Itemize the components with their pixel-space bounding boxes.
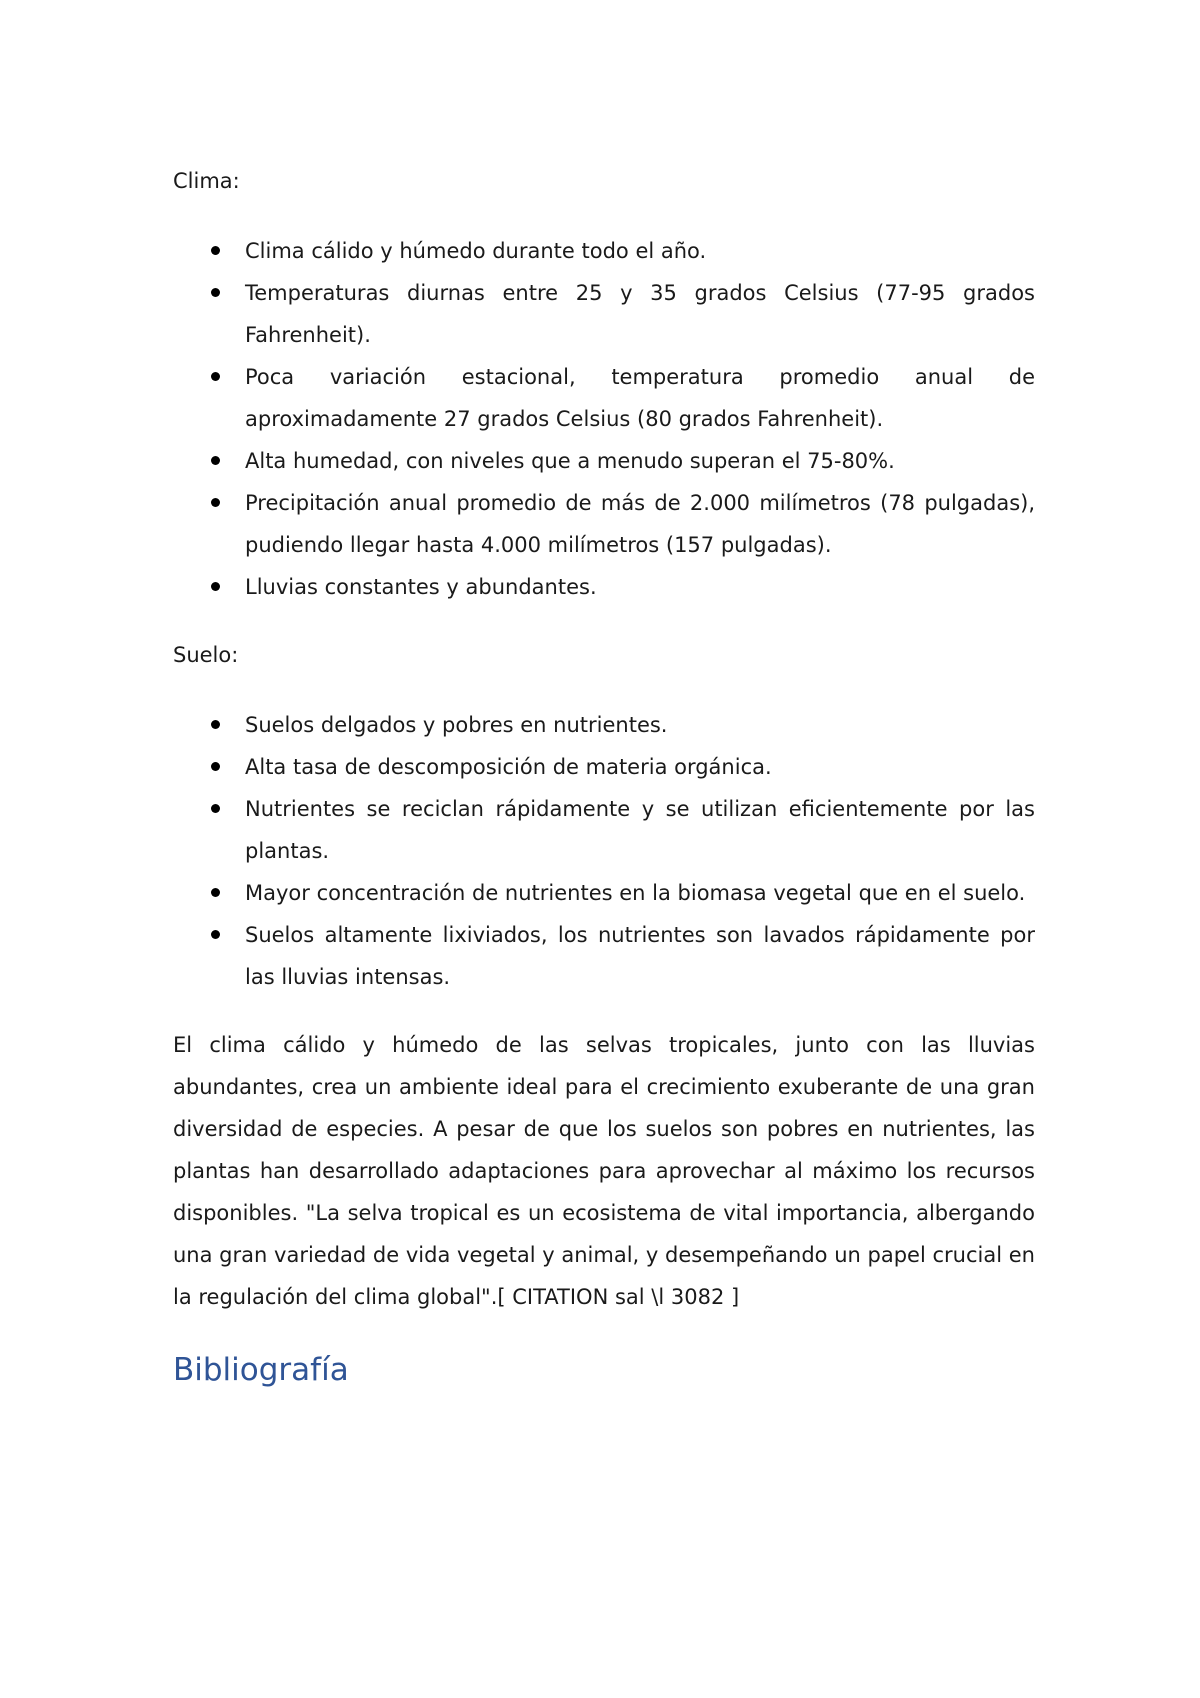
list-item (173, 914, 1035, 998)
bullet-icon (211, 456, 220, 465)
list-item (173, 272, 1035, 356)
bullet-icon (211, 720, 220, 729)
bullet-icon (211, 582, 220, 591)
list-item (173, 566, 1035, 608)
list-item-text: Suelos altamente lixiviados, los nutrientes son lavados rápidamente por las lluvias intensas. (245, 923, 1035, 989)
bullet-icon (211, 888, 220, 897)
bullet-icon (211, 498, 220, 507)
bullet-icon (211, 762, 220, 771)
list-item-text: Lluvias constantes y abundantes. (245, 575, 597, 599)
bullet-icon (211, 246, 220, 255)
list-item (173, 872, 1035, 914)
bullet-icon (211, 372, 220, 381)
suelo-label: Suelo: (173, 643, 239, 667)
list-item (173, 704, 1035, 746)
closing-paragraph: El clima cálido y húmedo de las selvas tropicales, junto con las lluvias abundantes, crea un ambiente ideal para el crecimiento exuberante de una gran diversidad de especies. A pesar de que los suelos son pobres en nutrientes, las plantas han desarrollado adaptaciones para aprovechar al máximo los recursos disponibles. "La selva tropical es un ecosistema de vital importancia, albergando una gran variedad de vida vegetal y animal, y desempeñando un papel crucial en la regulación del clima global".[ CITATION sal \l 3082 ] (173, 1033, 1035, 1309)
list-item-text: Precipitación anual promedio de más de 2.000 milímetros (78 pulgadas), pudiendo llegar hasta 4.000 milímetros (157 pulgadas). (245, 491, 1035, 557)
bullet-icon (211, 930, 220, 939)
list-item-text: Clima cálido y húmedo durante todo el año. (245, 239, 707, 263)
list-item-text: Alta tasa de descomposición de materia orgánica. (245, 755, 772, 779)
bullet-icon (211, 288, 220, 297)
clima-label: Clima: (173, 169, 240, 193)
list-item (173, 356, 1035, 440)
list-item-text: Suelos delgados y pobres en nutrientes. (245, 713, 668, 737)
list-item (173, 746, 1035, 788)
list-item-text: Nutrientes se reciclan rápidamente y se utilizan eficientemente por las plantas. (245, 797, 1035, 863)
list-item-text: Temperaturas diurnas entre 25 y 35 grados Celsius (77-95 grados Fahrenheit). (245, 281, 1035, 347)
list-item-text: Mayor concentración de nutrientes en la biomasa vegetal que en el suelo. (245, 881, 1026, 905)
list-item (173, 482, 1035, 566)
bibliography-heading: Bibliografía (173, 1352, 349, 1388)
suelo-bullet-list (173, 704, 1035, 998)
document-page (173, 160, 1035, 1392)
list-item-text: Poca variación estacional, temperatura promedio anual de aproximadamente 27 grados Celsius (80 grados Fahrenheit). (245, 365, 1035, 431)
bullet-icon (211, 804, 220, 813)
clima-bullet-list (173, 230, 1035, 608)
list-item (173, 440, 1035, 482)
list-item-text: Alta humedad, con niveles que a menudo superan el 75-80%. (245, 449, 895, 473)
list-item (173, 230, 1035, 272)
list-item (173, 788, 1035, 872)
